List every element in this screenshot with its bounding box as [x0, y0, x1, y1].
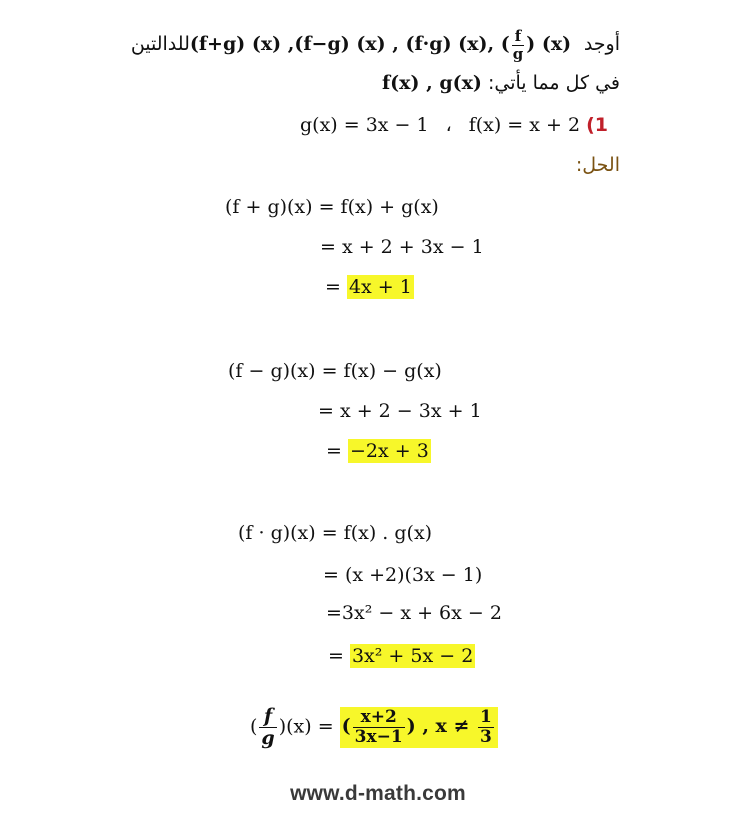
prompt-quotient-fraction	[512, 28, 525, 62]
quotient-lhs-close: )(x) =	[278, 715, 340, 738]
quotient-cond-num: 1	[480, 707, 492, 728]
sum-line-2: = x + 2 + 3x − 1	[320, 236, 484, 258]
solution-label: الحل:	[575, 154, 620, 176]
difference-line-3	[326, 440, 431, 462]
product-line-4	[328, 645, 475, 667]
quotient-condition-fraction	[478, 708, 494, 746]
quotient-rhs-fraction	[353, 708, 405, 746]
problem-prompt-line-1	[131, 28, 620, 62]
sum-line-3	[325, 276, 414, 298]
quotient-rhs-close: ) , x ≠	[406, 715, 470, 738]
prompt-operations: (f+g) (x) ,(f−g) (x) , (f·g) (x), ( $\frac{f}{g}$ ) (x)	[189, 27, 572, 63]
quotient-rhs-open: (	[341, 715, 351, 738]
quotient-lhs-den: g	[261, 726, 275, 749]
difference-result: −2x + 3	[349, 440, 429, 462]
quotient-rhs-den: 3x−1	[354, 726, 403, 747]
f-definition: f(x) = x + 2	[468, 114, 581, 136]
prompt-quotient-den: g	[512, 44, 524, 63]
product-line-3: =3x² − x + 6x − 2	[326, 602, 502, 624]
prompt-suffix: للدالتين	[130, 33, 190, 55]
g-definition: g(x) = 3x − 1	[300, 114, 429, 136]
quotient-lhs-fraction	[259, 706, 276, 749]
product-result: 3x² + 5x − 2	[351, 645, 474, 667]
prompt-ops: (f+g) (x) ,(f−g) (x) , (f·g) (x),	[189, 33, 501, 55]
problem-prompt-line-2	[382, 72, 620, 94]
difference-equals: =	[326, 440, 348, 462]
quotient-rhs-num: x+2	[353, 708, 405, 728]
problem-number: (1	[586, 114, 609, 136]
problem-definition-line	[300, 114, 608, 136]
difference-line-2: = x + 2 − 3x + 1	[318, 400, 482, 422]
prompt-line2-math: f(x) , g(x)	[382, 72, 482, 94]
quotient-open: (	[250, 715, 258, 738]
product-line-2: = (x +2)(3x − 1)	[323, 564, 483, 586]
quotient-line	[250, 706, 498, 749]
site-watermark: www.d-math.com	[290, 782, 466, 805]
difference-line-1: (f − g)(x) = f(x) − g(x)	[228, 360, 442, 382]
product-line-1: (f · g)(x) = f(x) . g(x)	[238, 522, 433, 544]
quotient-lhs-num: f	[259, 706, 276, 728]
definition-separator: ،	[445, 114, 452, 136]
sum-equals: =	[325, 276, 347, 298]
prompt-prefix: أوجد	[583, 33, 620, 55]
prompt-quotient-num: f	[512, 28, 525, 46]
prompt-line2-text: في كل مما يأتي:	[487, 72, 620, 94]
product-equals: =	[328, 645, 350, 667]
sum-line-1: (f + g)(x) = f(x) + g(x)	[225, 196, 439, 218]
sum-result: 4x + 1	[348, 276, 412, 298]
quotient-result	[340, 707, 498, 747]
quotient-cond-den: 3	[480, 726, 492, 747]
